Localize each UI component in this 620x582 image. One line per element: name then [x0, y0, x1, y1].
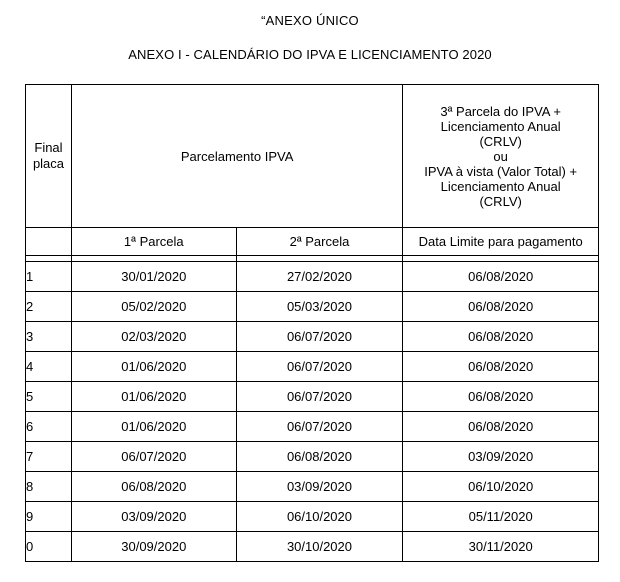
second-installment-cell: 06/07/2020 [236, 322, 403, 352]
table-subheader-row [26, 228, 599, 256]
plate-cell: 6 [26, 412, 72, 442]
first-installment-cell: 01/06/2020 [71, 412, 236, 442]
first-installment-cell: 06/08/2020 [71, 472, 236, 502]
second-installment-cell: 05/03/2020 [236, 292, 403, 322]
first-installment-cell: 01/06/2020 [71, 352, 236, 382]
first-installment-cell: 05/02/2020 [71, 292, 236, 322]
plate-cell: 2 [26, 292, 72, 322]
first-installment-cell: 03/09/2020 [71, 502, 236, 532]
second-installment-cell: 03/09/2020 [236, 472, 403, 502]
table-row [26, 442, 599, 472]
second-installment-cell: 06/07/2020 [236, 412, 403, 442]
table-body [26, 262, 599, 562]
deadline-cell: 30/11/2020 [403, 532, 599, 562]
deadline-cell: 06/08/2020 [403, 412, 599, 442]
second-installment-cell: 27/02/2020 [236, 262, 403, 292]
deadline-header: Data Limite para pagamento [403, 228, 599, 256]
combined-header-line: 3ª Parcela do IPVA + [440, 103, 561, 119]
deadline-cell: 03/09/2020 [403, 442, 599, 472]
deadline-cell: 06/08/2020 [403, 322, 599, 352]
first-installment-cell: 30/01/2020 [71, 262, 236, 292]
plate-cell: 4 [26, 352, 72, 382]
first-installment-header: 1ª Parcela [71, 228, 236, 256]
combined-header-line: (CRLV) [479, 133, 522, 149]
table-row [26, 352, 599, 382]
second-installment-cell: 30/10/2020 [236, 532, 403, 562]
first-installment-cell: 02/03/2020 [71, 322, 236, 352]
plate-cell: 7 [26, 442, 72, 472]
annex-subtitle: ANEXO I - CALENDÁRIO DO IPVA E LICENCIAMENTO 2020 [128, 47, 492, 62]
deadline-cell: 05/11/2020 [403, 502, 599, 532]
table-row [26, 322, 599, 352]
first-installment-cell: 01/06/2020 [71, 382, 236, 412]
combined-payment-header [403, 85, 599, 228]
table-row [26, 472, 599, 502]
deadline-cell: 06/08/2020 [403, 352, 599, 382]
first-installment-cell: 06/07/2020 [71, 442, 236, 472]
combined-header-line: ou [493, 148, 508, 164]
plate-cell: 0 [26, 532, 72, 562]
first-installment-cell: 30/09/2020 [71, 532, 236, 562]
combined-header-line: Licenciamento Anual [440, 118, 561, 134]
second-installment-cell: 06/07/2020 [236, 382, 403, 412]
plate-subheader-blank [26, 228, 72, 256]
plate-header-line: placa [32, 156, 65, 171]
plate-cell: 8 [26, 472, 72, 502]
plate-cell: 1 [26, 262, 72, 292]
plate-cell: 5 [26, 382, 72, 412]
combined-header-line: (CRLV) [479, 193, 522, 209]
table-row [26, 292, 599, 322]
table-row [26, 532, 599, 562]
plate-cell: 9 [26, 502, 72, 532]
plate-column-header [26, 85, 72, 228]
second-installment-cell: 06/08/2020 [236, 442, 403, 472]
deadline-cell: 06/08/2020 [403, 382, 599, 412]
table-row [26, 412, 599, 442]
deadline-cell: 06/08/2020 [403, 292, 599, 322]
table-header-row [26, 85, 599, 228]
second-installment-cell: 06/07/2020 [236, 352, 403, 382]
ipva-calendar-table [25, 84, 599, 562]
table-row [26, 382, 599, 412]
table-row [26, 502, 599, 532]
combined-header-line: IPVA à vista (Valor Total) + [424, 163, 578, 179]
plate-cell: 3 [26, 322, 72, 352]
second-installment-cell: 06/10/2020 [236, 502, 403, 532]
installment-header: Parcelamento IPVA [71, 85, 402, 228]
plate-header-line: Final [34, 140, 63, 155]
combined-header-line: Licenciamento Anual [440, 178, 561, 194]
deadline-cell: 06/10/2020 [403, 472, 599, 502]
second-installment-header: 2ª Parcela [236, 228, 403, 256]
annex-title: “ANEXO ÚNICO [261, 13, 359, 28]
table-row [26, 262, 599, 292]
deadline-cell: 06/08/2020 [403, 262, 599, 292]
